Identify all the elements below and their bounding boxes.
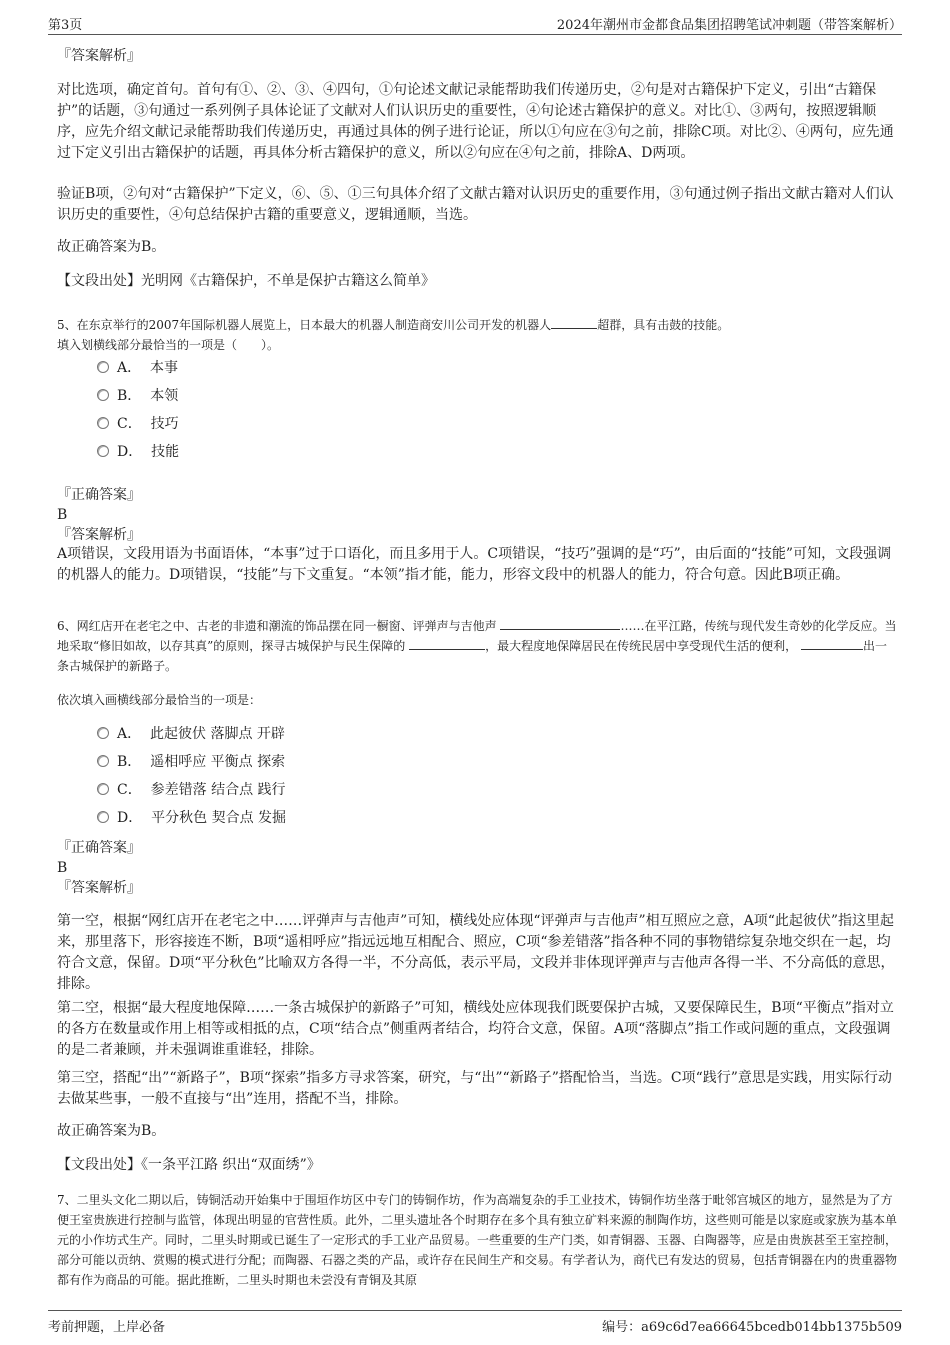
q4-analysis-label: 『答案解析』	[57, 48, 141, 64]
blank-line	[409, 637, 485, 650]
q6-answer-label: 『正确答案』	[57, 840, 141, 856]
q5-option-c[interactable]: C． 技巧	[97, 414, 179, 434]
q6-answer: B	[57, 860, 68, 876]
q6-option-c[interactable]: C． 参差错落 结合点 践行	[97, 780, 286, 800]
blank-line	[500, 617, 620, 630]
q4-source: 【文段出处】光明网《古籍保护，不单是保护古籍这么简单》	[57, 273, 435, 289]
q6-analysis-para1: 第一空，根据“网红店开在老宅之中……评弹声与吉他声”可知，横线处应体现“评弹声与吉他声”相互照应之意，A项“此起彼伏”指这里起来，那里落下，形容接连不断，B项“遥相呼应”指远远地互相配合、照应，C项“参差错落”指各种不同的事物错综复杂地交织在一起，均符合文意，保留。D项“平分秋色”比喻双方各得一半，不分高低，表示平局，文段并非体现评弹声与吉他声各得一半、不分高低的意思，排除。	[57, 913, 895, 992]
q5-stem-end: 超群，具有击鼓的技能。	[597, 318, 730, 332]
q5-option-a[interactable]: A． 本事	[97, 358, 178, 378]
q5-analysis: A项错误，文段用语为书面语体，“本事”过于口语化，而且多用于人。C项错误，“技巧”强调的是“巧”，由后面的“技能”可知，文段强调的机器人的能力。D项错误，“技能”与下文重复。“本领”指才能，能力，形容文段中的机器人的能力，符合句意。因此B项正确。	[57, 546, 892, 583]
q5-option-b[interactable]: B． 本领	[97, 386, 178, 406]
document-title: 2024年潮州市金都食品集团招聘笔试冲刺题（带答案解析）	[556, 18, 902, 33]
q5-option-d[interactable]: D． 技能	[97, 442, 179, 462]
q6-option-b[interactable]: B． 遥相呼应 平衡点 探索	[97, 752, 285, 772]
radio-icon[interactable]	[97, 361, 109, 373]
q5-stem-start: 5、在东京举行的2007年国际机器人展览上，日本最大的机器人制造商安川公司开发的机器人	[57, 318, 552, 332]
document-code: 编号：a69c6d7ea66645bcedb014bb1375b509	[602, 1320, 902, 1335]
q4-analysis-para2: 验证B项，②句对“古籍保护”下定义，⑥、⑤、①三句具体介绍了文献古籍对认识历史的重要作用，③句通过例子指出文献古籍对人们认识历史的重要性，④句总结保护古籍的重要意义，逻辑通顺，当选。	[57, 186, 894, 223]
radio-icon[interactable]	[97, 755, 109, 767]
q6-option-d[interactable]: D． 平分秋色 契合点 发掘	[97, 808, 286, 828]
page-number: 第3页	[48, 18, 83, 33]
q6-stem: 6、网红店开在老宅之中、古老的非遗和潮流的饰品摆在同一橱窗、评弹声与吉他声 ……在平江路，传统与现代发生奇妙的化学反应。当地采取“修旧如故，以存其真”的原则，探寻古城保护与民生保障的 ，最大程度地保障居民在传统民居中享受现代生活的便利， 出一条古城保护的新路子。	[57, 619, 897, 673]
radio-icon[interactable]	[97, 445, 109, 457]
q6-conclusion: 故正确答案为B。	[57, 1123, 166, 1139]
radio-icon[interactable]	[97, 783, 109, 795]
radio-icon[interactable]	[97, 811, 109, 823]
q5-answer-label: 『正确答案』	[57, 487, 141, 503]
blank-line	[551, 316, 597, 329]
q4-conclusion: 故正确答案为B。	[57, 239, 166, 255]
radio-icon[interactable]	[97, 417, 109, 429]
radio-icon[interactable]	[97, 727, 109, 739]
blank-line	[801, 637, 863, 650]
footer-slogan: 考前押题，上岸必备	[48, 1320, 166, 1335]
q6-option-a[interactable]: A． 此起彼伏 落脚点 开辟	[97, 724, 285, 744]
radio-icon[interactable]	[97, 389, 109, 401]
q5-stem	[57, 315, 897, 335]
page-footer	[48, 1310, 902, 1333]
q5-answer: B	[57, 507, 68, 523]
q6-prompt: 依次填入画横线部分最恰当的一项是：	[57, 693, 262, 707]
q5-prompt: 填入划横线部分最恰当的一项是（ ）。	[57, 338, 280, 352]
page-header	[48, 12, 902, 35]
q6-analysis-para2: 第二空，根据“最大程度地保障……一条古城保护的新路子”可知，横线处应体现我们既要保护古城，又要保障民生，B项“平衡点”指对立的各方在数量或作用上相等或相抵的点，C项“结合点”侧重两者结合，均符合文意，保留。A项“落脚点”指工作或问题的重点，文段强调的是二者兼顾，并未强调谁重谁轻，排除。	[57, 1000, 894, 1058]
q6-analysis-para3: 第三空，搭配“出”“新路子”，B项“探索”指多方寻求答案，研究，与“出”“新路子”搭配恰当，当选。C项“践行”意思是实践，用实际行动去做某些事，一般不直接与“出”连用，搭配不当，排除。	[57, 1070, 892, 1107]
q6-analysis-label: 『答案解析』	[57, 880, 141, 896]
q5-analysis-label: 『答案解析』	[57, 527, 141, 543]
q7-stem: 7、二里头文化二期以后，铸铜活动开始集中于围垣作坊区中专门的铸铜作坊，作为高端复杂的手工业技术，铸铜作坊坐落于毗邻宫城区的地方，显然是为了方便王室贵族进行控制与监管，体现出明显的官营性质。此外，二里头遗址各个时期存在多个具有独立矿料来源的制陶作坊，这些则可能是以家庭或家族为基本单元的小作坊式生产。同时，二里头时期或已诞生了一定形式的手工业产品贸易。一些重要的生产门类，如青铜器、玉器、白陶器等，应是由贵族甚至王室控制，部分可能以贡纳、赏赐的模式进行分配；而陶器、石器之类的产品，或许存在民间生产和交易。有学者认为，商代已有发达的贸易，包括青铜器在内的贵重器物都有作为商品的可能。据此推断，二里头时期也未尝没有青铜及其原	[57, 1193, 897, 1287]
q4-analysis-para1: 对比选项，确定首句。首句有①、②、③、④四句，①句论述文献记录能帮助我们传递历史，②句是对古籍保护下定义，引出“古籍保护”的话题，③句通过一系列例子具体论证了文献对人们认识历史的重要性，④句论述古籍保护的意义。对比①、③两句，按照逻辑顺序，应先介绍文献记录能帮助我们传递历史，再通过具体的例子进行论证，所以①句应在③句之前，排除C项。对比②、④两句，应先通过下定义引出古籍保护的话题，再具体分析古籍保护的意义，所以②句应在④句之前，排除A、D两项。	[57, 82, 894, 161]
q6-source: 【文段出处】《一条平江路 织出“双面绣”》	[57, 1157, 321, 1173]
